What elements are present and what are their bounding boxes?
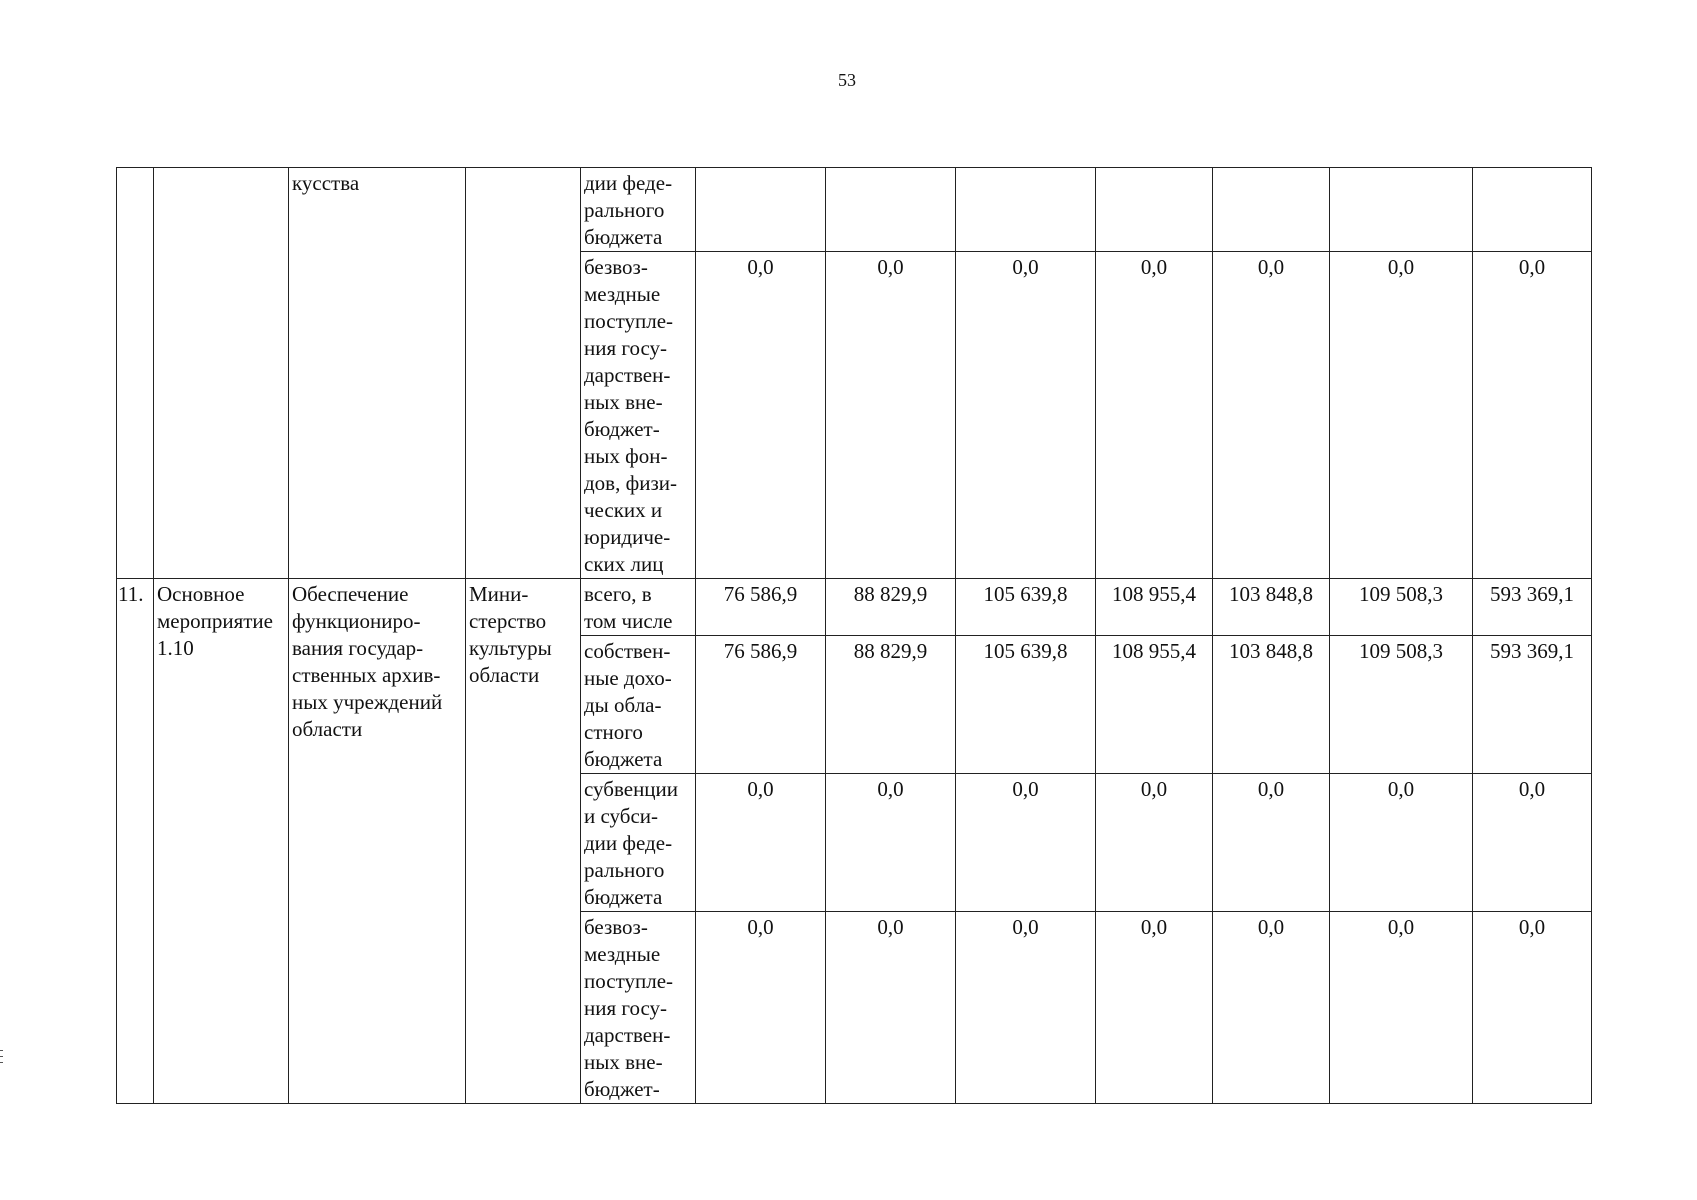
cell-value: 0,0 — [956, 774, 1096, 912]
binding-marks — [0, 1050, 3, 1068]
cell-value: 108 955,4 — [1096, 636, 1213, 774]
cell-value: 0,0 — [1330, 252, 1473, 579]
cell-value: 105 639,8 — [956, 636, 1096, 774]
binding-mark — [0, 1062, 3, 1063]
funding-source-text: собствен- ные дохо- ды обла- стного бюджета — [584, 639, 672, 771]
cell-funding-source — [581, 579, 696, 636]
cell-description — [289, 579, 466, 1104]
cell-value: 105 639,8 — [956, 579, 1096, 636]
cell-value: 103 848,8 — [1213, 636, 1330, 774]
cell-value: 109 508,3 — [1330, 636, 1473, 774]
cell-num — [117, 168, 154, 579]
cell-value: 0,0 — [1096, 252, 1213, 579]
cell-value — [1473, 168, 1592, 252]
cell-value: 0,0 — [1096, 774, 1213, 912]
cell-value: 0,0 — [826, 774, 956, 912]
cell-name — [154, 168, 289, 579]
cell-value: 0,0 — [696, 912, 826, 1104]
cell-value: 0,0 — [826, 252, 956, 579]
item-name: Основное мероприятие 1.10 — [157, 582, 273, 660]
funding-source-text: всего, в том числе — [584, 582, 673, 633]
cell-value — [696, 168, 826, 252]
cell-value: 0,0 — [1473, 252, 1592, 579]
cell-executor — [466, 579, 581, 1104]
cell-value: 0,0 — [1096, 912, 1213, 1104]
cell-executor — [466, 168, 581, 579]
cell-value: 0,0 — [1330, 774, 1473, 912]
page-number: 53 — [838, 70, 856, 90]
cell-value: 0,0 — [1473, 774, 1592, 912]
cell-value: 593 369,1 — [1473, 636, 1592, 774]
cell-value: 109 508,3 — [1330, 579, 1473, 636]
cell-value: 103 848,8 — [1213, 579, 1330, 636]
cell-value: 0,0 — [1330, 912, 1473, 1104]
binding-mark — [0, 1056, 3, 1057]
cell-funding-source — [581, 168, 696, 252]
cell-value — [1330, 168, 1473, 252]
cell-value: 0,0 — [1213, 252, 1330, 579]
cell-funding-source — [581, 774, 696, 912]
cell-value: 593 369,1 — [1473, 579, 1592, 636]
cell-value: 0,0 — [1213, 912, 1330, 1104]
cell-value: 0,0 — [1473, 912, 1592, 1104]
funding-source-text: дии феде- рального бюджета — [584, 171, 673, 249]
cell-value: 0,0 — [956, 912, 1096, 1104]
cell-description — [289, 168, 466, 579]
funding-source-text: безвоз- мездные поступле- ния госу- дарствен- ных вне- бюджет- ных фон- дов, физи- ческих и юридиче- ских лиц — [584, 255, 677, 576]
cell-value: 0,0 — [956, 252, 1096, 579]
cell-value: 88 829,9 — [826, 636, 956, 774]
description-text: Обеспечение функциониро- вания государ- ственных архив- ных учреждений области — [292, 582, 443, 741]
cell-value — [1096, 168, 1213, 252]
cell-value — [826, 168, 956, 252]
description-text: кусства — [292, 171, 360, 195]
item-number: 11. — [118, 582, 144, 606]
executor-text: Мини- стерство культуры области — [469, 582, 552, 687]
cell-num — [117, 579, 154, 1104]
budget-table — [116, 167, 1592, 1104]
funding-source-text: субвенции и субси- дии феде- рального бюджета — [584, 777, 679, 909]
cell-funding-source — [581, 252, 696, 579]
cell-value: 88 829,9 — [826, 579, 956, 636]
cell-funding-source — [581, 636, 696, 774]
table-row — [117, 168, 1592, 252]
binding-mark — [0, 1050, 3, 1051]
cell-value: 0,0 — [1213, 774, 1330, 912]
cell-name — [154, 579, 289, 1104]
cell-value — [956, 168, 1096, 252]
table-row — [117, 579, 1592, 636]
cell-value: 0,0 — [696, 774, 826, 912]
cell-funding-source — [581, 912, 696, 1104]
cell-value: 76 586,9 — [696, 636, 826, 774]
cell-value: 76 586,9 — [696, 579, 826, 636]
cell-value — [1213, 168, 1330, 252]
cell-value: 0,0 — [696, 252, 826, 579]
funding-source-text: безвоз- мездные поступле- ния госу- дарствен- ных вне- бюджет- — [584, 915, 674, 1101]
cell-value: 108 955,4 — [1096, 579, 1213, 636]
cell-value: 0,0 — [826, 912, 956, 1104]
